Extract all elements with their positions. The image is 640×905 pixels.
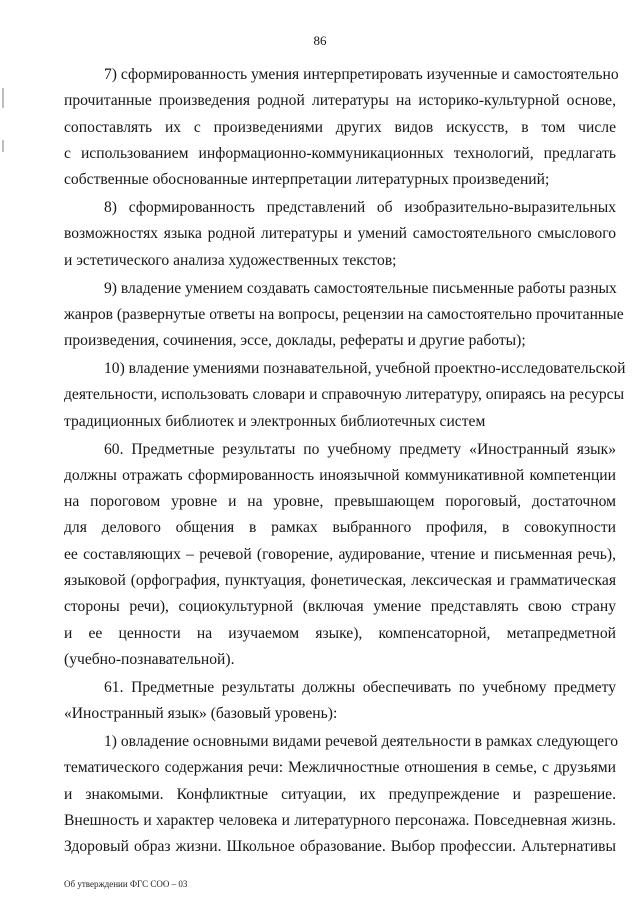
paragraph-line: 1) овладение основными видами речевой деятельности в рамках следующего — [104, 732, 619, 750]
paragraph-line: возможностях языка родной литературы и умений самостоятельного смыслового — [64, 225, 616, 243]
document-body — [64, 62, 626, 862]
scan-mark-middle — [2, 140, 4, 152]
page-number: 86 — [313, 33, 327, 48]
paragraph-line: 9) владение умением создавать самостоятельные письменные работы разных — [104, 279, 617, 297]
paragraph-line: языковой (орфография, пунктуация, фонетическая, лексическая и грамматическая — [64, 572, 616, 590]
paragraph-line: должны отражать сформированность иноязычной коммуникативной компетенции — [64, 466, 616, 484]
paragraph-line: 7) сформированность умения интерпретировать изученные и самостоятельно — [104, 66, 619, 83]
paragraph-line: «Иностранный язык» (базовый уровень): — [64, 705, 338, 723]
paragraph-line: прочитанные произведения родной литературы на историко-культурной основе, — [64, 92, 616, 110]
paragraph — [64, 62, 619, 193]
paragraph-line: деятельности, использовать словари и справочную литературу, опираясь на ресурсы — [64, 386, 625, 404]
paragraph-line: произведения, сочинения, эссе, доклады, рефераты и другие работы); — [64, 332, 526, 350]
paragraph-line: сопоставлять их с произведениями других видов искусств, в том числе — [64, 118, 616, 136]
paragraph-line: Здоровый образ жизни. Школьное образование. Выбор профессии. Альтернативы — [64, 838, 616, 856]
paragraph-line: собственные обоснованные интерпретации литературных произведений; — [64, 171, 550, 189]
paragraph-line: с использованием информационно-коммуникационных технологий, предлагать — [64, 144, 616, 162]
paragraph — [64, 195, 616, 274]
paragraph-line: и ее ценности на изучаемом языке), компенсаторной, метапредметной — [64, 624, 616, 642]
paragraph-line: 61. Предметные результаты должны обеспечивать по учебному предмету — [104, 678, 616, 696]
paragraph-line: для делового общения в рамках выбранного профиля, в совокупности — [64, 519, 616, 537]
paragraph-line: и знакомыми. Конфликтные ситуации, их предупреждение и разрешение. — [64, 785, 616, 803]
paragraph-line: 10) владение умениями познавательной, учебной проектно-исследовательской — [104, 360, 626, 378]
paragraph — [64, 729, 619, 860]
paragraph — [64, 276, 624, 355]
scan-mark-top — [2, 88, 4, 108]
footer-document-title: Об утверждении ФГС СОО – 03 — [64, 879, 188, 889]
paragraph — [64, 356, 626, 435]
paragraph — [64, 437, 616, 674]
paragraph-line: на пороговом уровне и на уровне, превышающем пороговый, достаточном — [64, 493, 616, 511]
paragraph-line: (учебно-познавательной). — [64, 650, 235, 668]
paragraph-line: 60. Предметные результаты по учебному предмету «Иностранный язык» — [104, 440, 616, 458]
paragraph — [64, 675, 616, 728]
paragraph-line: и эстетического анализа художественных текстов; — [64, 251, 397, 269]
paragraph-line: стороны речи), социокультурной (включая умение представлять свою страну — [64, 598, 616, 616]
paragraph-line: традиционных библиотек и электронных библиотечных систем — [64, 412, 486, 430]
paragraph-line: ее составляющих – речевой (говорение, аудирование, чтение и письменная речь), — [64, 545, 616, 563]
paragraph-line: жанров (развернутые ответы на вопросы, рецензии на самостоятельно прочитанные — [64, 305, 624, 323]
paragraph-line: Внешность и характер человека и литературного персонажа. Повседневная жизнь. — [64, 811, 616, 829]
paragraph-line: тематического содержания речи: Межличностные отношения в семье, с друзьями — [64, 759, 616, 777]
paragraph-line: 8) сформированность представлений об изобразительно-выразительных — [104, 199, 616, 217]
